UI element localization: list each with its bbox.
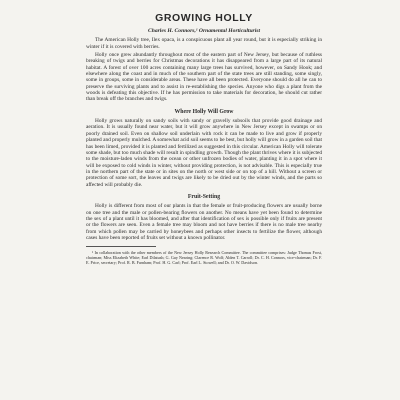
section-heading-fruit-setting: Fruit-Setting bbox=[187, 193, 221, 200]
intro-paragraph-1: The American Holly tree, Ilex opaca, is a conspicuous plant all year round, but it is especially striking in winter if it is covered with berries. bbox=[86, 37, 322, 50]
section-paragraph-where-holly-will-grow: Holly grows naturally on sandy soils with sandy or gravelly subsoils that provide good drainage and aeration. It is usually found near water, but it will grow anywhere in New Jersey except in swamps or on poorly drained soil. Even on shallow soil underlain with rock it can be made to live and grow if properly planted and properly mulched. A somewhat acid soil seems to be best, but holly will grow in a garden soil that has been limed, provided it is planted and fertilized as suggested in this circular. American Holly will tolerate some shade, but too much shade will result in spindling growth. Though the plant thrives where it is subjected to the moisture-laden winds from the ocean or other unfrozen bodies of water, planting it in a spot where it will be exposed to cold winds in winter, without providing protection, is not advisable. This is especially true in the northern part of the state or in sites on the north or west side or on top of a hill. Without a screen or protection of some sort, the leaves and twigs are likely to be dried out by the winter winds, and the parts so affected will probably die. bbox=[86, 118, 322, 188]
article-author: Charles H. Connors,¹ Ornamental Horticulturist bbox=[147, 28, 261, 34]
section-heading-where-holly-will-grow: Where Holly Will Grow bbox=[174, 108, 234, 115]
document-body bbox=[86, 12, 322, 270]
footnote-divider bbox=[86, 246, 156, 247]
section-paragraph-fruit-setting: Holly is different from most of our plants in that the female or fruit-producing flowers are usually borne on one tree and the male or pollen-bearing flowers on another. No means have yet been found to determine the sex of a plant until it has bloomed, and after that identification of sex is possible only if fruits are present or the flowers are seen. Even a female tree may bloom and not have berries if there is no male tree nearby from which pollen may be carried by honeybees and perhaps other insects to fertilize the flower, although cases have been reported of fruits set without a known pollinator. bbox=[86, 203, 322, 241]
article-title: GROWING HOLLY bbox=[155, 12, 253, 24]
intro-paragraph-2: Holly once grew abundantly throughout most of the eastern part of New Jersey, but because of ruthless breaking of twigs and berries for Christmas decorations it has disappeared from a large part of its natural habitat. A forest of over 100 acres containing many large trees has survived, however, on Sandy Hook; and elsewhere along the coast and in much of the southern part of the state trees are still standing, some singly, some in groups, some in considerable areas. These have all been protected. Everyone should do all he can to preserve the surviving plants and to assist in re-establishing the species. Anyone who digs a plant from the woods is defeating this objective. If he has permission to take materials for decoration, he should cut rather than break off the branches and twigs. bbox=[86, 52, 322, 103]
footnote: ¹ In collaboration with the other members of the New Jersey Holly Research Committee. The committee comprises: Judge Thomas Frost, chairman; Miss Elizabeth White; Earl Dilatush; G. Guy Nearing; Clarence R. Wolf; Alden T. Carroll; Dr. C. H. Connors, vice-chairman; Dr. F. E. Price, secretary; Prof. R. B. Farnham; Prof. H. G. Carl; Prof. Earl L. Stowell; and Dr. O. W. Davidson. bbox=[86, 250, 322, 266]
